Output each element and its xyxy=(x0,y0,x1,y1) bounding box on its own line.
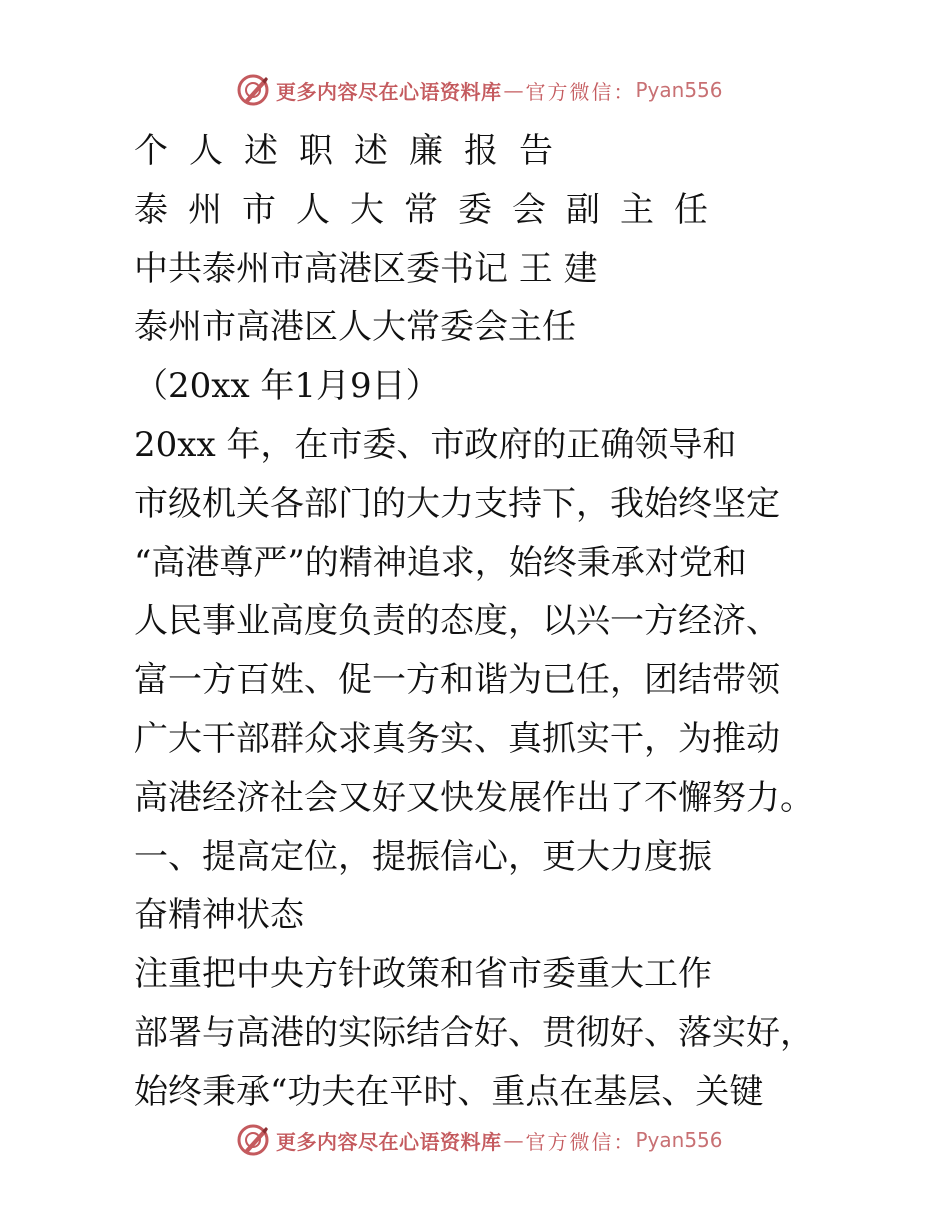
document-body xyxy=(134,122,834,1122)
section-heading: 一、提高定位，提振信心，更大力度振 xyxy=(134,836,712,877)
watermark-handle: Pyan556 xyxy=(635,78,723,102)
paragraph-line: 人民事业高度负责的态度，以兴一方经济、 xyxy=(134,601,780,642)
paragraph-line: 注重把中央方针政策和省市委重大工作 xyxy=(134,954,712,995)
paragraph-line: 部署与高港的实际结合好、贯彻好、落实好， xyxy=(134,1012,814,1053)
watermark-footer xyxy=(236,1122,723,1158)
watermark-wechat-label: 官方微信： xyxy=(525,1129,636,1154)
paragraph-line: 20xx 年，在市委、市政府的正确领导和 xyxy=(134,424,737,465)
watermark-header xyxy=(236,72,723,108)
watermark-handle: Pyan556 xyxy=(635,1128,723,1152)
watermark-brand: 更多内容尽在心语资料库 xyxy=(276,79,502,104)
paragraph-line: 高港经济社会又好又快发展作出了不懈努力。 xyxy=(134,777,814,818)
author-position-3: 泰州市高港区人大常委会主任 xyxy=(134,307,576,348)
paragraph-line: 始终秉承“功夫在平时、重点在基层、关键 xyxy=(134,1071,764,1112)
paragraph-line: 广大干部群众求真务实、真抓实干，为推动 xyxy=(134,718,780,759)
report-title: 个人述职述廉报告 xyxy=(134,131,574,171)
pen-logo-icon xyxy=(236,1123,270,1157)
report-date: （20xx 年1月9日） xyxy=(134,366,440,407)
watermark-separator: — xyxy=(503,1128,524,1152)
author-position-2: 中共泰州市高港区委书记 王 建 xyxy=(134,248,598,289)
paragraph-line: 市级机关各部门的大力支持下，我始终坚定 xyxy=(134,483,780,524)
author-position-1: 泰州市人大常委会副主任 xyxy=(134,189,728,230)
pen-logo-icon xyxy=(236,73,270,107)
section-heading-cont: 奋精神状态 xyxy=(134,895,304,936)
watermark-separator: — xyxy=(503,78,524,102)
watermark-wechat-label: 官方微信： xyxy=(525,79,636,104)
paragraph-line: “高港尊严”的精神追求，始终秉承对党和 xyxy=(134,542,747,583)
watermark-brand: 更多内容尽在心语资料库 xyxy=(276,1129,502,1154)
paragraph-line: 富一方百姓、促一方和谐为已任，团结带领 xyxy=(134,660,780,701)
